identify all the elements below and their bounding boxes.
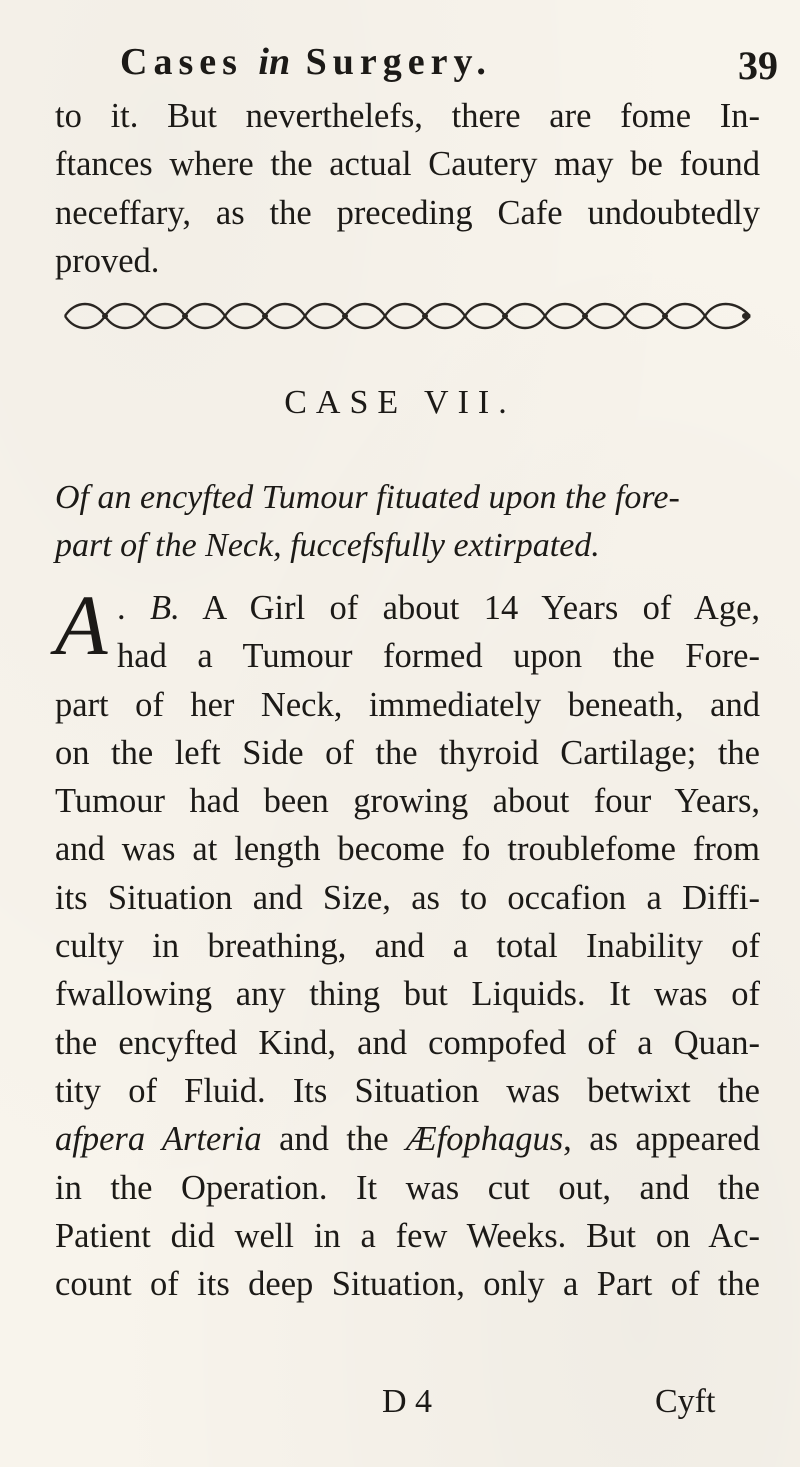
- case-title-line: Of an encyfted Tumour fituated upon the fore-: [55, 479, 680, 516]
- text-line: Patient did well in a few Weeks. But on Ac-: [55, 1216, 760, 1255]
- text-line: neceffary, as the preceding Cafe undoubtedly: [55, 193, 760, 232]
- case-body-paragraph: [55, 577, 761, 1308]
- decorative-ornament-band: [55, 296, 760, 336]
- text-line: in the Operation. It was cut out, and the: [55, 1168, 760, 1207]
- text-line: proved.: [55, 241, 160, 280]
- text-line: had a Tumour formed upon the Fore-: [117, 637, 760, 676]
- text-line: afpera Arteria and the Æfophagus, as appeared: [55, 1120, 760, 1159]
- text-line: and was at length become fo troublefome from: [55, 830, 760, 869]
- text-line: tity of Fluid. Its Situation was betwixt the: [55, 1071, 760, 1110]
- text-line: the encyfted Kind, and compofed of a Quan-: [55, 1023, 760, 1062]
- text-line: its Situation and Size, as to occafion a Diffi-: [55, 878, 760, 917]
- signature-mark: D 4: [382, 1383, 433, 1420]
- text-line: culty in breathing, and a total Inability of: [55, 927, 760, 966]
- text-line: part of her Neck, immediately beneath, and: [55, 685, 760, 724]
- text-line: Tumour had been growing about four Years,: [55, 782, 760, 821]
- case-title: [55, 474, 760, 570]
- running-head-surgery: Surgery.: [305, 41, 492, 83]
- opening-paragraph: [55, 92, 760, 285]
- text-line: . B. A Girl of about 14 Years of Age,: [117, 589, 761, 627]
- running-head-cases: Cases: [120, 41, 243, 83]
- running-head-in: in: [258, 41, 291, 83]
- text-line: on the left Side of the thyroid Cartilage; the: [55, 733, 760, 772]
- text-line: to it. But neverthelefs, there are fome In-: [55, 97, 760, 135]
- text-line: ftances where the actual Cautery may be found: [55, 145, 760, 184]
- drop-cap: A: [55, 577, 108, 673]
- text-line: fwallowing any thing but Liquids. It was of: [55, 975, 760, 1014]
- page-number: 39: [738, 43, 778, 88]
- case-title-line: part of the Neck, fuccefsfully extirpated.: [55, 527, 600, 564]
- catchword: Cyft: [655, 1383, 716, 1420]
- text-line: count of its deep Situation, only a Part of the: [55, 1265, 760, 1304]
- case-heading: CASE VII.: [284, 384, 516, 421]
- running-head: [120, 40, 492, 84]
